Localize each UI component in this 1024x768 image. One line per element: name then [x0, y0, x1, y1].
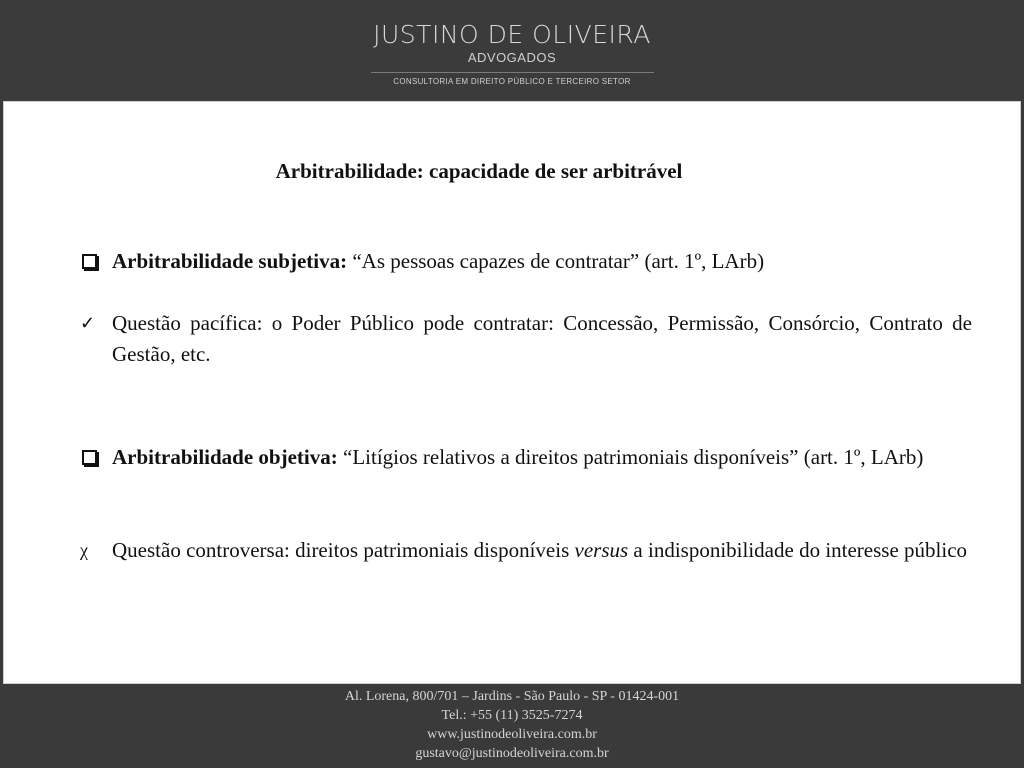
brand-subtitle: ADVOGADOS [467, 50, 557, 65]
item-label: Arbitrabilidade subjetiva: [112, 249, 348, 273]
brand-divider [371, 72, 654, 73]
slide-content [3, 101, 1021, 684]
list-item-subjective [112, 246, 972, 277]
list-item-public-power [80, 308, 972, 370]
item-text: “As pessoas capazes de contratar” (art. 1º, LArb) [347, 249, 765, 273]
footer-phone: Tel.: +55 (11) 3525-7274 [441, 708, 583, 723]
chi-icon: χ [80, 540, 88, 560]
item-text: Questão pacífica: o Poder Público pode contratar: Concessão, Permissão, Consórcio, Contrato de Gestão, etc. [112, 311, 972, 366]
brand-tagline: CONSULTORIA EM DIREITO PÚBLICO E TERCEIRO SETOR [393, 77, 631, 86]
footer-address: Al. Lorena, 800/701 – Jardins - São Paulo - SP - 01424-001 [344, 689, 680, 704]
item-text: Questão controversa: direitos patrimoniais disponíveis [112, 538, 575, 562]
list-item-controversy [80, 535, 972, 566]
checkbox-square-icon [82, 254, 97, 269]
checkbox-square-icon [82, 450, 97, 465]
item-text: “Litígios relativos a direitos patrimoniais disponíveis” (art. 1º, LArb) [337, 445, 924, 469]
item-label: Arbitrabilidade objetiva: [112, 445, 338, 469]
item-emphasis: versus [574, 538, 629, 562]
item-text: a indisponibilidade do interesse público [628, 538, 968, 562]
footer-email: gustavo@justinodeoliveira.com.br [415, 746, 609, 761]
check-mark-icon: ✓ [80, 313, 96, 333]
slide-title: Arbitrabilidade: capacidade de ser arbitrável [275, 159, 683, 183]
brand-name: JUSTINO DE OLIVEIRA [373, 20, 651, 49]
footer-website: www.justinodeoliveira.com.br [427, 727, 597, 742]
list-item-objective [112, 442, 972, 473]
footer [0, 684, 1024, 768]
header [0, 0, 1024, 101]
